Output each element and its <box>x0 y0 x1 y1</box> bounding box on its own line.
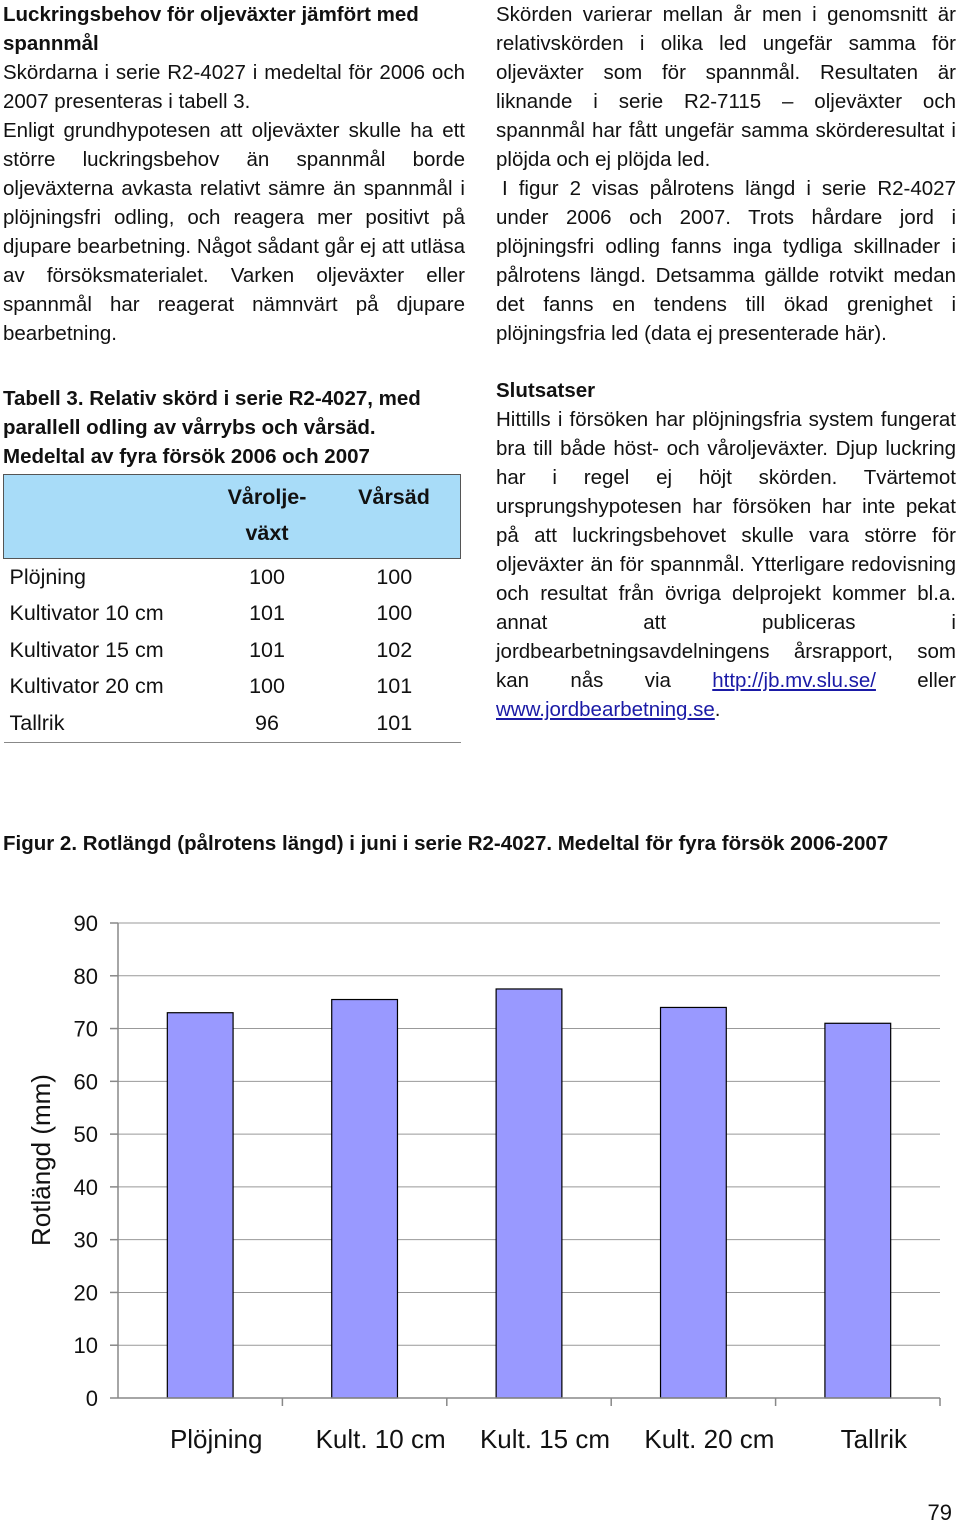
y-tick-label: 80 <box>73 963 98 989</box>
table-caption: Tabell 3. Relativ skörd i serie R2-4027, med parallell odling av vårrybs och vårsäd. <box>3 387 421 439</box>
link-jb-mv-slu[interactable]: http://jb.mv.slu.se/ <box>712 669 876 692</box>
chart-bars <box>167 989 890 1398</box>
table-row <box>4 632 461 669</box>
table-header-row <box>4 475 461 559</box>
bar <box>661 1007 727 1398</box>
section-heading-luckringsbehov: Luckringsbehov för oljeväxter jämfört med spannmål <box>3 3 419 55</box>
cell-varsad: 100 <box>376 564 413 589</box>
right-column <box>496 0 956 724</box>
table-row <box>4 705 461 742</box>
table-row <box>4 596 461 633</box>
y-tick-label: 10 <box>73 1333 98 1359</box>
x-tick-label: Kult. 15 cm <box>479 1424 611 1454</box>
chart-x-tick-labels <box>170 1398 940 1454</box>
left-column <box>3 0 465 743</box>
cell-oljevaxt: 100 <box>249 564 285 589</box>
y-tick-label: 20 <box>73 1280 98 1306</box>
table-header-empty <box>4 475 207 559</box>
cell-varsad: 102 <box>376 637 413 662</box>
y-tick-label: 50 <box>73 1122 98 1148</box>
cell-varsad: 100 <box>376 601 413 626</box>
y-tick-label: 90 <box>73 911 98 936</box>
cell-oljevaxt: 96 <box>206 705 328 742</box>
cell-varsad: 101 <box>328 705 461 742</box>
conclusion-text: Hittills i försöken har plöjningsfria system fungerat bra till både höst- och våroljeväxter. Djup luckring har i regel ej höjt skörden. Tvärtemot ursprungshypotesen har försöken har inte pekat på att luckringsbehovet skulle vara större för oljeväxter än för spannmål. Ytterligare redovisning och resultat från övriga delprojekt kommer bl.a. annat att publiceras i jordbearbetningsavdelningens årsrapport, som kan nås via <box>496 408 956 692</box>
row-label: Kultivator 15 cm <box>9 637 164 662</box>
section-heading-slutsatser: Slutsatser <box>496 379 596 402</box>
cell-varsad: 101 <box>376 674 413 699</box>
table-header-oljevaxt: Vårolje-växt <box>206 475 328 559</box>
table-subcaption: Medeltal av fyra försök 2006 och 2007 <box>3 445 370 468</box>
cell-oljevaxt: 100 <box>249 674 285 699</box>
table-row <box>4 669 461 706</box>
bar <box>825 1023 891 1398</box>
x-tick-label: Tallrik <box>840 1424 908 1454</box>
chart-y-tick-labels <box>74 911 118 1411</box>
y-tick-label: 0 <box>85 1386 98 1411</box>
table-header-varsad: Vårsäd <box>328 475 461 559</box>
y-tick-label: 30 <box>73 1227 98 1253</box>
paragraph-intro: Skördarna i serie R2-4027 i medeltal för 2006 och 2007 presenteras i tabell 3. <box>3 61 465 113</box>
bar <box>496 989 562 1398</box>
cell-oljevaxt: 101 <box>249 601 285 626</box>
table-row <box>4 559 461 596</box>
y-tick-label: 40 <box>73 1174 98 1200</box>
paragraph-skorden: Skörden varierar mellan år men i genomsnitt är relativskörden i olika led ungefär samma för oljeväxter som för spannmål. Resultaten är liknande i serie R2-7115 – oljeväxter och spannmål har fått ungefär samma skörderesultat i plöjda och ej plöjda led. <box>496 3 956 171</box>
row-label: Plöjning <box>9 564 86 589</box>
row-label: Kultivator 10 cm <box>9 601 164 626</box>
bar <box>167 1013 233 1398</box>
bar <box>332 1000 398 1398</box>
y-tick-label: 70 <box>73 1016 98 1042</box>
conclusion-text-middle: eller <box>875 669 956 692</box>
root-length-bar-chart <box>0 900 960 1480</box>
cell-oljevaxt: 101 <box>249 637 285 662</box>
relative-yield-table <box>3 474 461 743</box>
x-tick-label: Kult. 10 cm <box>315 1424 446 1454</box>
figure-caption: Figur 2. Rotlängd (pålrotens längd) i juni i serie R2-4027. Medeltal för fyra försök 2006-2007 <box>3 832 889 855</box>
paragraph-hypothesis: Enligt grundhypotesen att oljeväxter skulle ha ett större luckringsbehov än spannmål borde oljeväxterna avkasta relativt sämre än spannmål i plöjningsfri odling, och reagera mer positivt på djupare bearbetning. Något sådant går ej att utläsa av försöksmaterialet. Varken oljeväxter eller spannmål har reagerat nämnvärt på djupare bearbetning. <box>3 119 465 345</box>
paragraph-figur2: I figur 2 visas pålrotens längd i serie R2-4027 under 2006 och 2007. Trots hårdare jord i plöjningsfri odling fanns inga tydliga skillnader i pålrotens längd. Detsamma gällde rotvikt medan det fanns en tendens till ökad grenighet i plöjningsfria led (data ej presenterade här). <box>496 177 956 345</box>
conclusion-text-end: . <box>714 698 721 721</box>
row-label: Kultivator 20 cm <box>9 674 164 699</box>
y-tick-label: 60 <box>73 1069 98 1095</box>
x-tick-label: Plöjning <box>169 1424 263 1454</box>
chart-y-axis-label: Rotlängd (mm) <box>26 1074 56 1246</box>
link-jordbearbetning[interactable]: www.jordbearbetning.se <box>496 698 715 721</box>
page-number: 79 <box>927 1500 952 1525</box>
x-tick-label: Kult. 20 cm <box>644 1424 775 1454</box>
row-label: Tallrik <box>4 705 207 742</box>
paragraph-slutsatser <box>496 405 956 724</box>
